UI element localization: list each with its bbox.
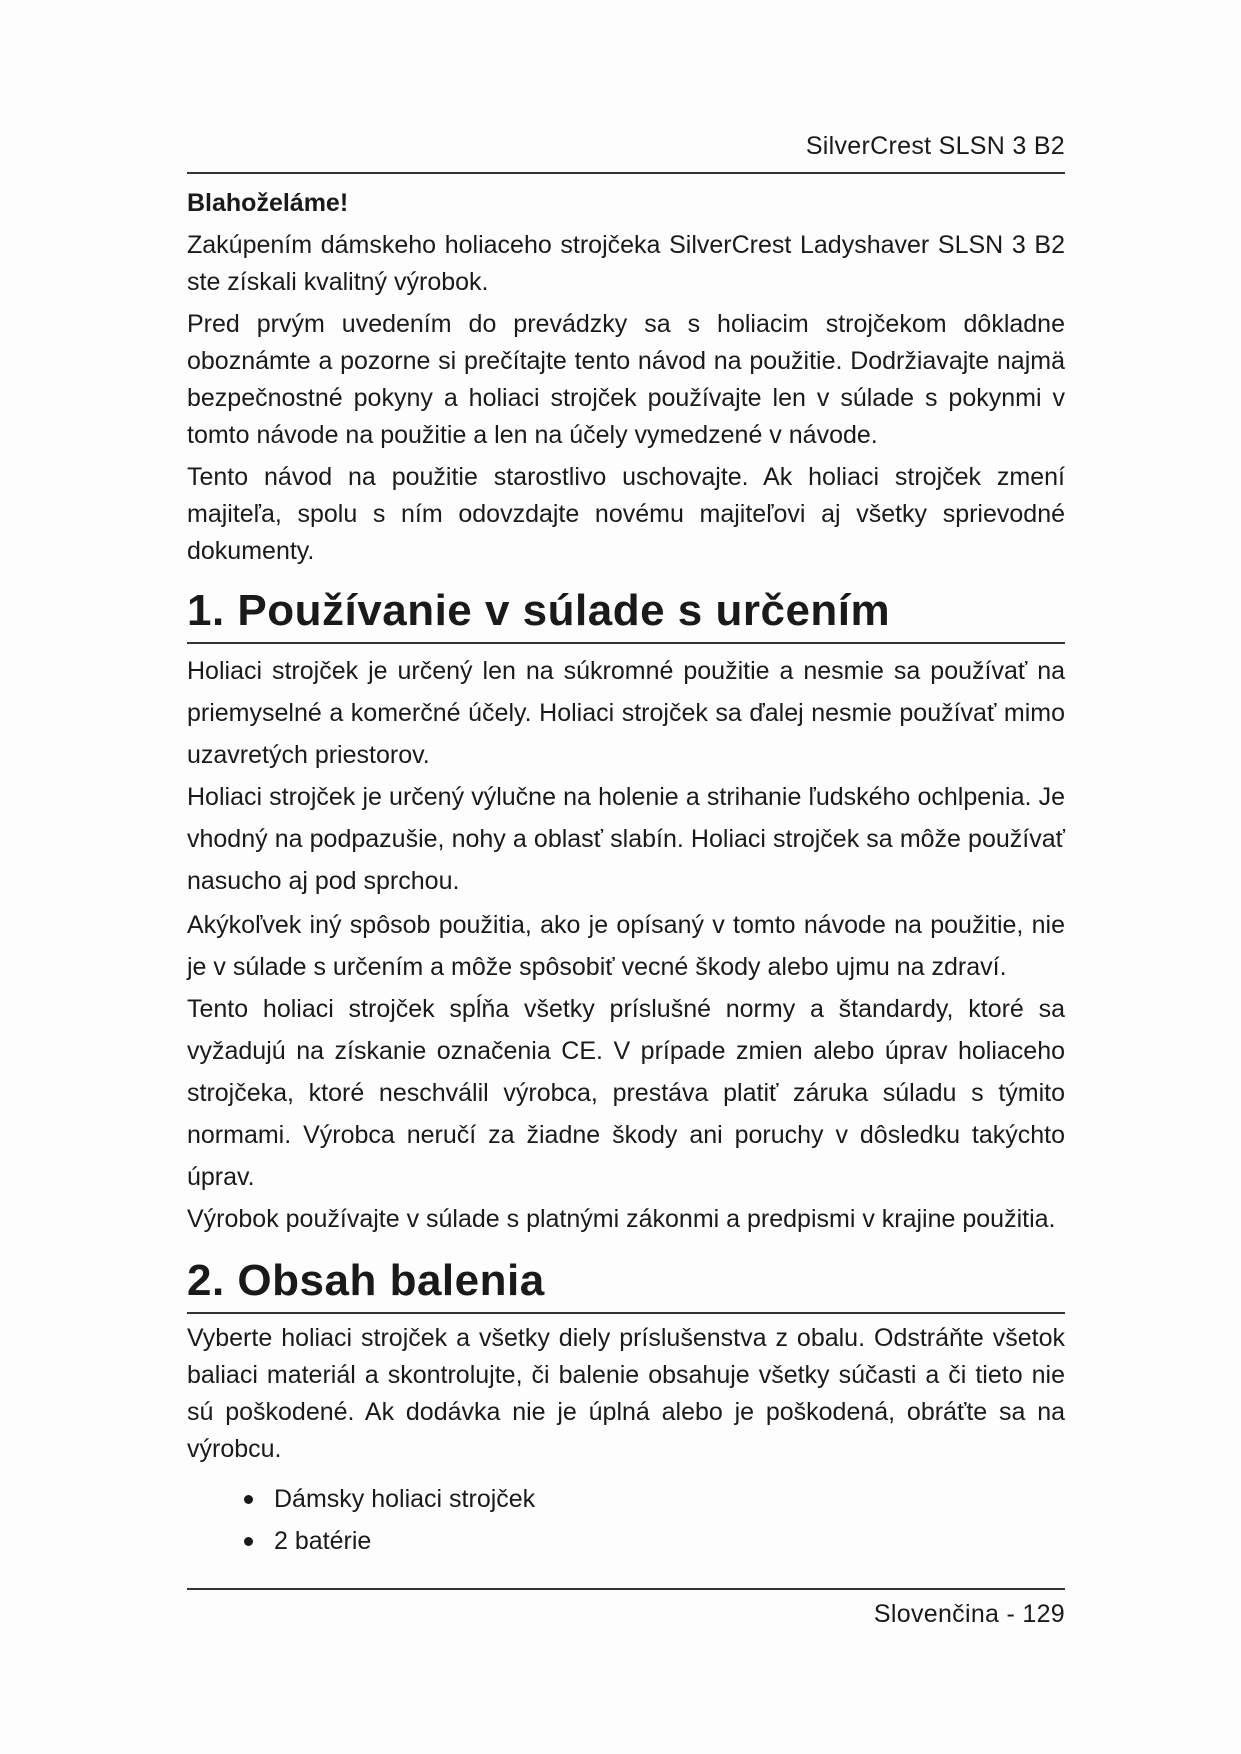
page-content: [187, 184, 1065, 1562]
running-footer: [187, 1600, 1065, 1629]
header-divider: [187, 172, 1065, 174]
intro-section: [187, 184, 1065, 570]
section-heading: 2. Obsah balenia: [187, 1254, 1065, 1314]
section-paragraph: Holiaci strojček je určený len na súkromné použitie a nesmie sa používať na priemyselné a komerčné účely. Holiaci strojček sa ďalej nesmie používať mimo uzavretých priestorov.: [187, 657, 1065, 769]
bullet-icon: [244, 1495, 253, 1504]
header-title: SilverCrest SLSN 3 B2: [805, 132, 1065, 160]
intro-paragraph: Zakúpením dámskeho holiaceho strojčeka SilverCrest Ladyshaver SLSN 3 B2 ste získali kvalitný výrobok.: [187, 231, 1065, 296]
page-number: 129: [1022, 1600, 1065, 1628]
section-package-contents: [187, 1254, 1065, 1562]
section-paragraph: Vyberte holiaci strojček a všetky diely príslušenstva z obalu. Odstráňte všetok baliaci materiál a skontrolujte, či balenie obsahuje všetky súčasti a či tieto nie sú poškodené. Ak dodávka nie je úplná alebo je poškodená, obráťte sa na výrobcu.: [187, 1324, 1065, 1463]
footer-separator: -: [1006, 1600, 1016, 1628]
contents-list: [187, 1478, 1065, 1562]
footer-divider: [187, 1588, 1065, 1590]
section-paragraph: Akýkoľvek iný spôsob použitia, ako je opísaný v tomto návode na použitie, nie je v súlade s určením a môže spôsobiť vecné škody alebo ujmu na zdraví.: [187, 911, 1065, 981]
running-header: [187, 132, 1065, 161]
section-heading: 1. Používanie v súlade s určením: [187, 584, 1065, 644]
list-item-label: Dámsky holiaci strojček: [274, 1485, 536, 1513]
intro-paragraph: Tento návod na použitie starostlivo uschovajte. Ak holiaci strojček zmení majiteľa, spolu s ním odovzdajte novému majiteľovi aj všetky sprievodné dokumenty.: [187, 463, 1065, 565]
list-item-label: 2 batérie: [274, 1527, 372, 1555]
bullet-icon: [244, 1537, 253, 1546]
greeting-heading: Blahoželáme!: [187, 189, 349, 217]
intro-paragraph: Pred prvým uvedením do prevádzky sa s holiacim strojčekom dôkladne oboznámte a pozorne si prečítajte tento návod na použitie. Dodržiavajte najmä bezpečnostné pokyny a holiaci strojček používajte len v súlade s pokynmi v tomto návode na použitie a len na účely vymedzené v návode.: [187, 310, 1065, 449]
footer-language: Slovenčina: [873, 1600, 1000, 1628]
section-intended-use: [187, 584, 1065, 1240]
list-item: [244, 1520, 1065, 1562]
section-paragraph: Výrobok používajte v súlade s platnými zákonmi a predpismi v krajine použitia.: [187, 1205, 1056, 1233]
section-paragraph: Holiaci strojček je určený výlučne na holenie a strihanie ľudského ochlpenia. Je vhodný na podpazušie, nohy a oblasť slabín. Holiaci strojček sa môže používať nasucho aj pod sprchou.: [187, 783, 1065, 895]
section-paragraph: Tento holiaci strojček spĺňa všetky príslušné normy a štandardy, ktoré sa vyžadujú na získanie označenia CE. V prípade zmien alebo úprav holiaceho strojčeka, ktoré neschválil výrobca, prestáva platiť záruka súladu s týmito normami. Výrobca neručí za žiadne škody ani poruchy v dôsledku takýchto úprav.: [187, 995, 1065, 1191]
list-item: [244, 1478, 1065, 1520]
